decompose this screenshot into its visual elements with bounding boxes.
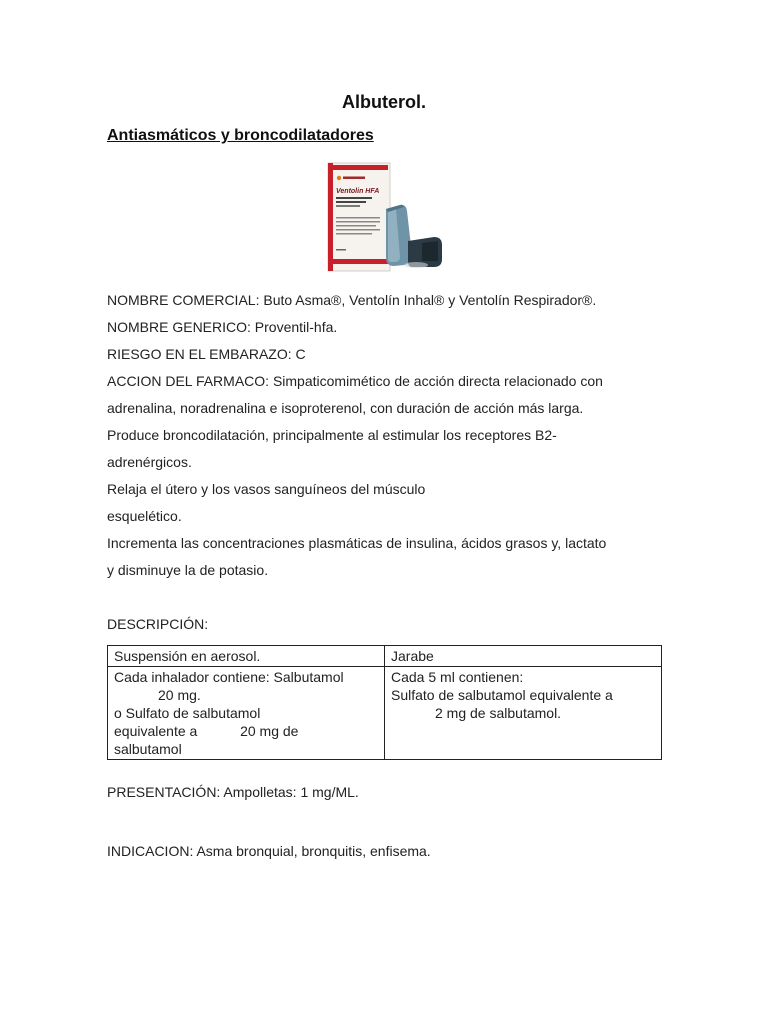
action-line: Relaja el útero y los vasos sanguíneos del músculo: [107, 481, 426, 497]
indication-line: INDICACION: Asma bronquial, bronquitis, enfisema.: [107, 843, 431, 859]
drug-info-body: [107, 287, 606, 584]
pregnancy-risk-line: RIESGO EN EL EMBARAZO: C: [107, 346, 306, 362]
cell-line: equivalente a 20 mg de: [114, 723, 299, 739]
generic-name-line: NOMBRE GENERICO: Proventil-hfa.: [107, 319, 338, 335]
description-table: [107, 645, 662, 760]
cell-line: Sulfato de salbutamol equivalente a: [391, 687, 613, 703]
inhaler-product-image: [326, 161, 445, 273]
action-line: Incrementa las concentraciones plasmáticas de insulina, ácidos grasos y, lactato: [107, 535, 607, 551]
action-line: Produce broncodilatación, principalmente al estimular los receptores B2-: [107, 427, 557, 443]
action-line: adrenalina, noradrenalina e isoproterenol, con duración de acción más larga.: [107, 400, 584, 416]
trade-name-line: NOMBRE COMERCIAL: Buto Asma®, Ventolín Inhal® y Ventolín Respirador®.: [107, 292, 597, 308]
action-line: esquelético.: [107, 508, 182, 524]
table-header-aerosol: Suspensión en aerosol.: [108, 646, 385, 667]
action-line: y disminuye la de potasio.: [107, 562, 269, 578]
action-line: adrenérgicos.: [107, 454, 192, 470]
cell-line: Cada inhalador contiene: Salbutamol: [114, 669, 344, 685]
cell-line: o Sulfato de salbutamol: [114, 705, 261, 721]
aerosol-cell: [108, 667, 385, 760]
cell-line: Cada 5 ml contienen:: [391, 669, 524, 685]
document-subtitle: Antiasmáticos y broncodilatadores: [107, 127, 374, 144]
cell-line: 2 mg de salbutamol.: [435, 705, 562, 721]
cell-line: salbutamol: [114, 741, 182, 757]
cell-line: 20 mg.: [158, 687, 201, 703]
action-line: ACCION DEL FARMACO: Simpaticomimético de acción directa relacionado con: [107, 373, 603, 389]
box-brand-text: Ventolin HFA: [336, 188, 380, 195]
syrup-cell: [385, 667, 662, 760]
table-row: [108, 667, 662, 760]
table-header-syrup: Jarabe: [385, 646, 662, 667]
table-header-row: [108, 646, 662, 667]
document-title: Albuterol.: [342, 92, 426, 112]
description-label: DESCRIPCIÓN:: [107, 616, 209, 632]
presentation-line: PRESENTACIÓN: Ampolletas: 1 mg/ML.: [107, 784, 359, 800]
